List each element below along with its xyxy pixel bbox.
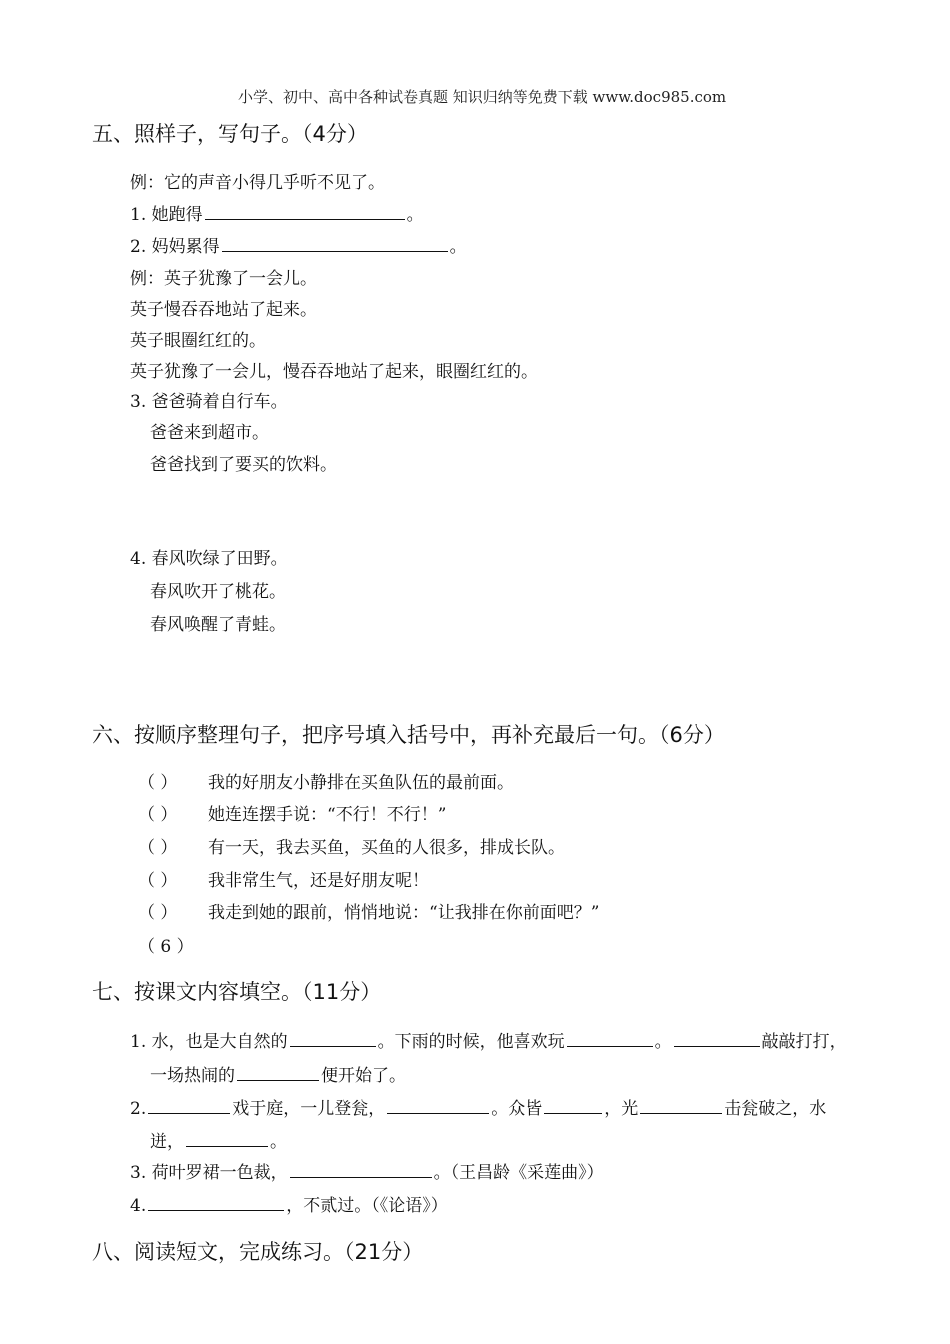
question-5-2 [130, 232, 467, 257]
q7-4-text-a: 4. [130, 1196, 147, 1216]
section-7-title: 七、按课文内容填空。（11分） [92, 980, 382, 1004]
question-5-1 [130, 200, 424, 225]
q7-2-text-b: 戏于庭，一儿登瓮， [232, 1099, 386, 1119]
q7-1-text-b: 。下雨的时候，他喜欢玩 [377, 1032, 565, 1052]
question-7-2-cont [150, 1127, 287, 1152]
example-2-combined: 英子犹豫了一会儿，慢吞吞地站了起来，眼圈红红的。 [130, 362, 538, 382]
page-header: 小学、初中、高中各种试卷真题 知识归纳等免费下载 www.doc985.com [238, 88, 727, 106]
q7-1-text-e: 一场热闹的 [150, 1066, 235, 1086]
question-5-3-line-3: 爸爸找到了要买的饮料。 [150, 455, 337, 475]
question-7-3 [130, 1158, 604, 1183]
q7-1-text-a: 1. 水，也是大自然的 [130, 1032, 288, 1052]
q7-3-text-a: 3. 荷叶罗裙一色裁， [130, 1163, 288, 1183]
section-5-title: 五、照样子，写句子。（4分） [92, 122, 368, 146]
order-item [138, 898, 599, 923]
q7-2-text-e: 击瓮破之，水 [724, 1099, 827, 1119]
question-7-1 [130, 1027, 847, 1052]
q7-1-text-f: 便开始了。 [321, 1066, 406, 1086]
order-text: 她连连摆手说：“不行！不行！” [208, 805, 447, 825]
answer-blank[interactable] [237, 1064, 319, 1081]
answer-blank[interactable] [148, 1194, 284, 1211]
q7-1-text-c: 。 [654, 1032, 672, 1052]
question-5-3-line-1: 3. 爸爸骑着自行车。 [130, 392, 288, 412]
answer-blank[interactable] [205, 203, 405, 220]
question-7-1-cont [150, 1061, 406, 1086]
answer-blank[interactable] [148, 1097, 230, 1114]
order-paren[interactable]: （ ） [138, 773, 178, 793]
question-5-1-end: 。 [406, 205, 424, 225]
q7-2-text-f: 迸， [150, 1132, 184, 1152]
q7-2-text-c: 。众皆 [491, 1099, 543, 1119]
q7-2-text-d: ，光 [604, 1099, 639, 1119]
order-item [138, 800, 446, 825]
order-item-last: （ 6 ） [138, 937, 194, 957]
q7-2-text-g: 。 [270, 1132, 287, 1152]
example-2-line-3: 英子眼圈红红的。 [130, 331, 266, 351]
q7-2-text-a: 2. [130, 1099, 147, 1119]
question-5-4-line-1: 4. 春风吹绿了田野。 [130, 549, 288, 569]
order-text: 我走到她的跟前，悄悄地说：“让我排在你前面吧？” [208, 903, 600, 923]
order-item [138, 833, 565, 858]
question-5-4-line-2: 春风吹开了桃花。 [150, 582, 286, 602]
question-7-2 [130, 1094, 826, 1119]
example-1: 例：它的声音小得几乎听不见了。 [130, 173, 385, 193]
answer-blank[interactable] [290, 1030, 376, 1047]
answer-blank[interactable] [544, 1097, 602, 1114]
order-item [138, 768, 514, 793]
question-5-2-text: 2. 妈妈累得 [130, 237, 220, 257]
answer-blank[interactable] [387, 1097, 489, 1114]
q7-1-text-d: 敲敲打打， [761, 1032, 847, 1052]
section-6-title: 六、按顺序整理句子，把序号填入括号中，再补充最后一句。（6分） [92, 723, 725, 747]
question-5-2-end: 。 [449, 237, 467, 257]
order-paren[interactable]: （ ） [138, 903, 178, 923]
q7-3-text-b: 。（王昌龄《采莲曲》） [433, 1163, 604, 1183]
question-5-1-text: 1. 她跑得 [130, 205, 203, 225]
example-2-line-2: 英子慢吞吞地站了起来。 [130, 300, 317, 320]
q7-4-text-b: ，不贰过。（《论语》） [286, 1196, 448, 1216]
example-2: 例：英子犹豫了一会儿。 [130, 269, 317, 289]
answer-blank[interactable] [290, 1161, 432, 1178]
answer-blank[interactable] [674, 1030, 760, 1047]
question-7-4 [130, 1191, 448, 1216]
order-item [138, 866, 429, 891]
answer-blank[interactable] [222, 235, 448, 252]
order-text: 我非常生气，还是好朋友呢！ [208, 871, 429, 891]
answer-blank[interactable] [640, 1097, 722, 1114]
order-paren[interactable]: （ ） [138, 838, 178, 858]
answer-blank[interactable] [567, 1030, 653, 1047]
question-5-3-line-2: 爸爸来到超市。 [150, 423, 269, 443]
question-5-4-line-3: 春风唤醒了青蛙。 [150, 615, 286, 635]
answer-blank[interactable] [186, 1130, 268, 1147]
order-text: 有一天，我去买鱼，买鱼的人很多，排成长队。 [208, 838, 565, 858]
section-8-title: 八、阅读短文，完成练习。（21分） [92, 1240, 424, 1264]
order-text: 我的好朋友小静排在买鱼队伍的最前面。 [208, 773, 514, 793]
order-paren[interactable]: （ ） [138, 871, 178, 891]
order-paren[interactable]: （ ） [138, 805, 178, 825]
